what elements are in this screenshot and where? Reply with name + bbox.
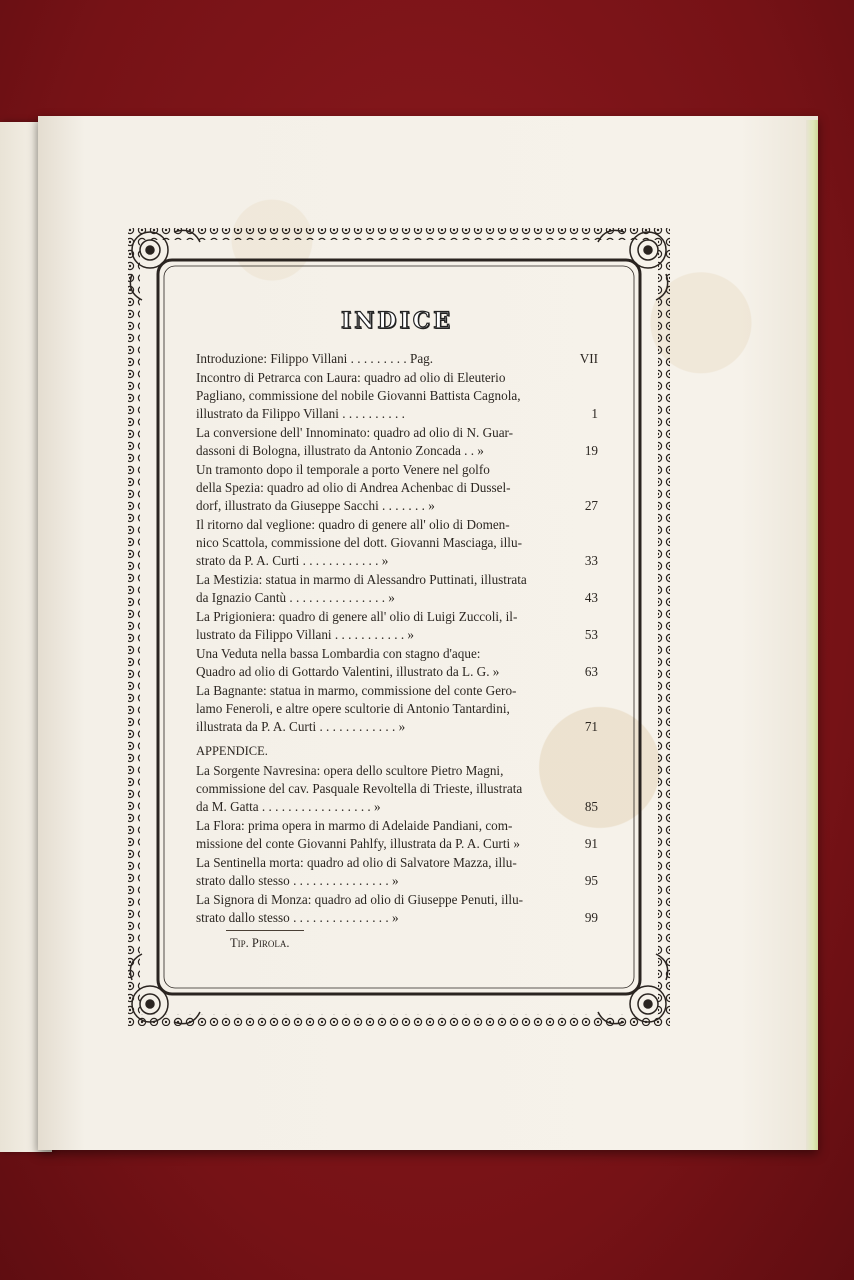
index-entry — [196, 817, 598, 853]
entry-text — [196, 350, 564, 368]
entry-line: Un tramonto dopo il temporale a porto Venere nel golfo — [196, 462, 490, 477]
entry-line: da Ignazio Cantù . . . . . . . . . . . . . . . » — [196, 590, 395, 605]
page-number: 99 — [584, 910, 598, 925]
entry-line: La Bagnante: statua in marmo, commissione del conte Gero- — [196, 683, 517, 698]
entry-line: strato da P. A. Curti . . . . . . . . . . . . » — [196, 553, 389, 568]
entry-line: della Spezia: quadro ad olio di Andrea Achenbac di Dussel- — [196, 480, 511, 495]
entry-line: commissione del cav. Pasquale Revoltella di Trieste, illustrata — [196, 781, 523, 796]
index-entry — [196, 571, 598, 607]
entry-line: lamo Feneroli, e altre opere scultorie di Antonio Tantardini, — [196, 701, 510, 716]
index-entry — [196, 854, 598, 890]
entry-line: La Signora di Monza: quadro ad olio di Giuseppe Penuti, illu- — [196, 892, 524, 907]
entry-line: illustrata da P. A. Curti . . . . . . . . . . . . » — [196, 719, 406, 734]
entry-text — [196, 762, 564, 816]
entry-line: nico Scattola, commissione del dott. Giovanni Masciaga, illu- — [196, 535, 522, 550]
page-number: 71 — [584, 719, 598, 734]
index-entry — [196, 608, 598, 644]
page-number: 63 — [584, 664, 598, 679]
page-title: INDICE — [340, 308, 454, 334]
index-entry — [196, 350, 598, 368]
page-number: 91 — [584, 836, 598, 851]
entry-line: dorf, illustrato da Giuseppe Sacchi . . . . . . . » — [196, 498, 435, 513]
printer-rule — [226, 930, 304, 931]
entry-line: Quadro ad olio di Gottardo Valentini, illustrato da L. G. » — [196, 664, 500, 679]
printer-imprint: Tip. Pirola. — [230, 936, 290, 950]
entry-line: La conversione dell' Innominato: quadro ad olio di N. Guar- — [196, 425, 514, 440]
index-entry — [196, 516, 598, 570]
appendix-entries — [196, 762, 598, 927]
entry-line: Introduzione: Filippo Villani . . . . . . . . . Pag. — [196, 351, 434, 366]
page-number: 85 — [584, 799, 598, 814]
index-entry — [196, 461, 598, 515]
page-number: 95 — [584, 873, 598, 888]
entry-line: La Mestizia: statua in marmo di Alessandro Puttinati, illustrata — [196, 572, 527, 587]
entry-line: dassoni di Bologna, illustrato da Antonio Zoncada . . » — [196, 443, 484, 458]
entry-line: strato dallo stesso . . . . . . . . . . . . . . . » — [196, 873, 399, 888]
entry-text — [196, 608, 564, 644]
page-number: 53 — [584, 627, 598, 642]
entry-text — [196, 891, 564, 927]
page-number: 27 — [584, 498, 598, 513]
index-entry — [196, 762, 598, 816]
entry-line: Il ritorno dal veglione: quadro di genere all' olio di Domen- — [196, 517, 510, 532]
entry-line: La Flora: prima opera in marmo di Adelaide Pandiani, com- — [196, 818, 513, 833]
index-entry — [196, 424, 598, 460]
page-number: 33 — [584, 553, 598, 568]
entry-text — [196, 645, 564, 681]
entry-line: La Prigioniera: quadro di genere all' olio di Luigi Zuccoli, il- — [196, 609, 518, 624]
entry-line: lustrato da Filippo Villani . . . . . . . . . . . » — [196, 627, 415, 642]
entry-line: illustrato da Filippo Villani . . . . . . . . . . — [196, 406, 405, 421]
entry-line: da M. Gatta . . . . . . . . . . . . . . . . . » — [196, 799, 381, 814]
entry-line: missione del conte Giovanni Pahlfy, illustrata da P. A. Curti » — [196, 836, 521, 851]
entry-text — [196, 461, 564, 515]
index-entries — [196, 350, 598, 736]
entry-text — [196, 817, 564, 853]
entry-text — [196, 424, 564, 460]
index-entry — [196, 891, 598, 927]
page-number: 19 — [584, 443, 598, 458]
entry-text — [196, 516, 564, 570]
entry-line: Incontro di Petrarca con Laura: quadro ad olio di Eleuterio — [196, 370, 506, 385]
entry-line: La Sorgente Navresina: opera dello scultore Pietro Magni, — [196, 763, 504, 778]
index-content — [196, 308, 598, 928]
page-number: 1 — [591, 406, 598, 421]
page-number: VII — [579, 351, 598, 366]
index-entry — [196, 369, 598, 423]
entry-line: Pagliano, commissione del nobile Giovanni Battista Cagnola, — [196, 388, 521, 403]
entry-text — [196, 854, 564, 890]
entry-line: strato dallo stesso . . . . . . . . . . . . . . . » — [196, 910, 399, 925]
entry-line: Una Veduta nella bassa Lombardia con stagno d'aque: — [196, 646, 481, 661]
index-entry — [196, 682, 598, 736]
entry-text — [196, 369, 564, 423]
entry-line: La Sentinella morta: quadro ad olio di Salvatore Mazza, illu- — [196, 855, 517, 870]
page-fore-edge — [806, 120, 818, 1150]
entry-text — [196, 571, 564, 607]
page-number: 43 — [584, 590, 598, 605]
entry-text — [196, 682, 564, 736]
index-entry — [196, 645, 598, 681]
appendix-heading: APPENDICE. — [196, 744, 268, 758]
